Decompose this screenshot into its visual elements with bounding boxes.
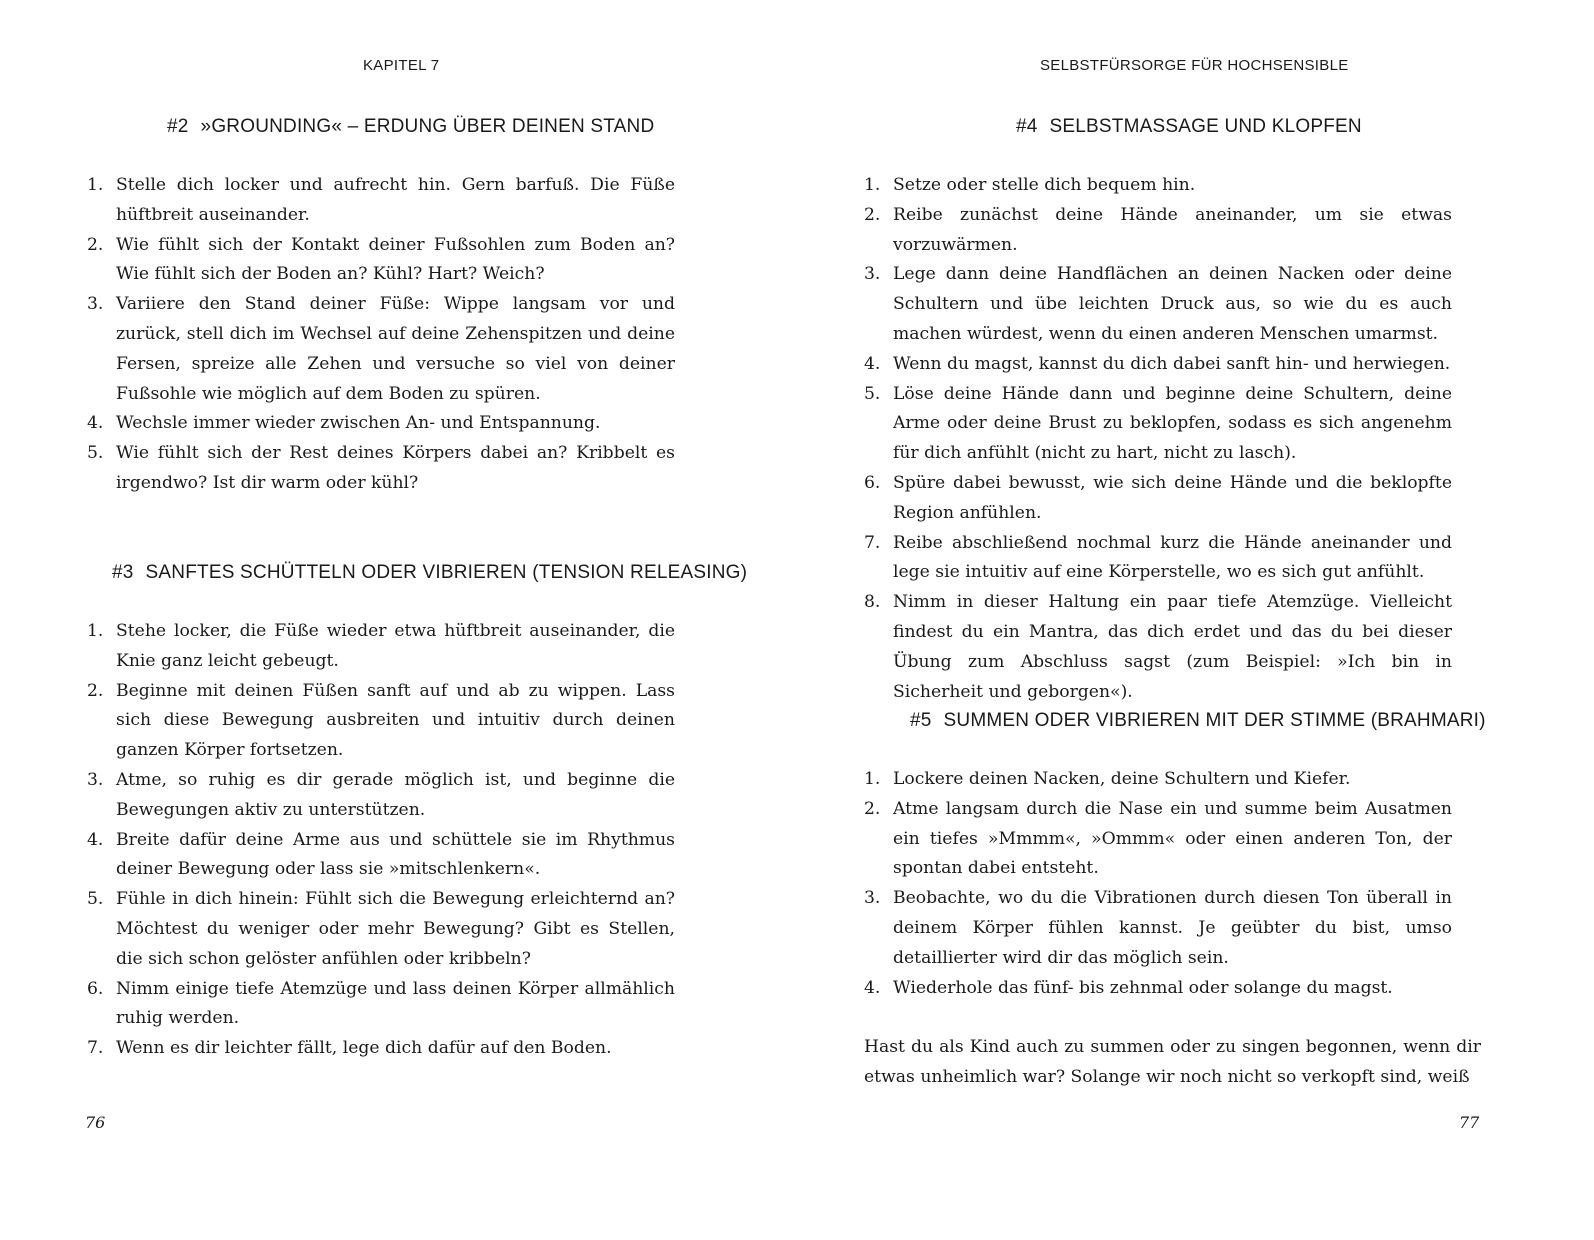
section-heading: SANFTES SCHÜTTELN ODER VIBRIEREN (TENSION RELEASING) <box>145 562 748 583</box>
list-item: 4. Wiederhole das fünf- bis zehnmal oder solange du magst. <box>864 977 1393 998</box>
list-item: 3. Variiere den Stand deiner Füße: Wippe langsam vor und zurück, stell dich im Wechsel auf deine Zehenspitzen und deine Fersen, spreize alle Zehen und versuche so viel von deiner Fußsohle wie möglich auf dem Boden zu spüren. <box>87 294 675 404</box>
step-list <box>864 765 1452 1003</box>
section-number: #3 <box>112 562 134 583</box>
list-item: 2. Beginne mit deinen Füßen sanft auf und ab zu wippen. Lass sich diese Bewegung ausbreiten und intuitiv durch deinen ganzen Körper fortsetzen. <box>87 680 675 761</box>
list-item: 4. Breite dafür deine Arme aus und schüttele sie im Rhythmus deiner Bewegung oder lass sie »mitschlenkern«. <box>87 829 675 880</box>
section-number: #5 <box>910 710 932 731</box>
list-item: 1. Stelle dich locker und aufrecht hin. Gern barfuß. Die Füße hüftbreit auseinander. <box>87 175 675 225</box>
section-heading: »GROUNDING« – ERDUNG ÜBER DEINEN STAND <box>200 116 655 137</box>
running-head: SELBSTFÜRSORGE FÜR HOCHSENSIBLE <box>1040 57 1349 74</box>
list-item: 2. Wie fühlt sich der Kontakt deiner Fußsohlen zum Boden an? Wie fühlt sich der Boden an? Kühl? Hart? Weich? <box>87 234 675 285</box>
list-item: 1. Stehe locker, die Füße wieder etwa hüftbreit auseinander, die Knie ganz leicht gebeugt. <box>87 621 675 671</box>
list-item: 3. Beobachte, wo du die Vibrationen durch diesen Ton überall in deinem Körper fühlen kannst. Je geübter du bist, umso detaillierter wird dir das möglich sein. <box>864 888 1452 968</box>
section-title <box>1016 116 1362 138</box>
list-item: 2. Reibe zunächst deine Hände aneinander, um sie etwas vorzuwärmen. <box>864 204 1452 255</box>
section-heading: SUMMEN ODER VIBRIEREN MIT DER STIMME (BRAHMARI) <box>943 710 1486 731</box>
body-paragraph: Hast du als Kind auch zu summen oder zu singen begonnen, wenn dir etwas unheimlich war? Solange wir noch nicht so verkopft sind, weiß <box>864 1037 1481 1087</box>
list-item: 6. Nimm einige tiefe Atemzüge und lass deinen Körper allmählich ruhig werden. <box>87 978 675 1029</box>
step-list <box>87 171 675 499</box>
list-item: 8. Nimm in dieser Haltung ein paar tiefe Atemzüge. Vielleicht findest du ein Mantra, das dich erdet und das du bei dieser Übung zum Abschluss sagst (zum Beispiel: »Ich bin in Sicherheit und geborgen«). <box>864 592 1452 702</box>
list-item: 1. Lockere deinen Nacken, deine Schultern und Kiefer. <box>864 769 1351 789</box>
list-item: 5. Wie fühlt sich der Rest deines Körpers dabei an? Kribbelt es irgendwo? Ist dir warm oder kühl? <box>87 443 675 493</box>
list-item: 5. Löse deine Hände dann und beginne deine Schultern, deine Arme oder deine Brust zu beklopfen, sodass es sich angenehm für dich anfühlt (nicht zu hart, nicht zu lasch). <box>864 383 1452 464</box>
step-list <box>864 171 1452 707</box>
list-item: 3. Lege dann deine Handflächen an deinen Nacken oder deine Schultern und übe leichten Druck aus, so wie du es auch machen würdest, wenn du einen anderen Menschen umarmst. <box>864 264 1452 344</box>
section-number: #2 <box>167 116 189 137</box>
step-list <box>87 617 675 1064</box>
page-number: 76 <box>85 1113 106 1132</box>
section-title <box>112 562 747 584</box>
list-item: 2. Atme langsam durch die Nase ein und summe beim Ausatmen ein tiefes »Mmmm«, »Ommm« oder einen anderen Ton, der spontan dabei entsteht. <box>864 798 1452 879</box>
section-title <box>167 116 654 138</box>
list-item: 7. Wenn es dir leichter fällt, lege dich dafür auf den Boden. <box>87 1038 612 1059</box>
page-number: 77 <box>1459 1113 1480 1132</box>
list-item: 4. Wenn du magst, kannst du dich dabei sanft hin- und herwiegen. <box>864 353 1451 374</box>
list-item: 1. Setze oder stelle dich bequem hin. <box>864 175 1196 195</box>
list-item: 3. Atme, so ruhig es dir gerade möglich ist, und beginne die Bewegungen aktiv zu unterstützen. <box>87 769 675 820</box>
list-item: 4. Wechsle immer wieder zwischen An- und Entspannung. <box>87 413 601 434</box>
section-number: #4 <box>1016 116 1038 137</box>
list-item: 5. Fühle in dich hinein: Fühlt sich die Bewegung erleichternd an? Möchtest du weniger oder mehr Bewegung? Gibt es Stellen, die sich schon gelöster anfühlen oder kribbeln? <box>87 889 675 969</box>
list-item: 7. Reibe abschließend nochmal kurz die Hände aneinander und lege sie intuitiv auf eine Körperstelle, wo es sich gut anfühlt. <box>864 532 1452 583</box>
section-title <box>910 710 1486 732</box>
right-page <box>797 0 1594 1240</box>
section-heading: SELBSTMASSAGE UND KLOPFEN <box>1049 116 1362 137</box>
running-head: KAPITEL 7 <box>363 57 440 74</box>
list-item: 6. Spüre dabei bewusst, wie sich deine Hände und die beklopfte Region anfühlen. <box>864 472 1452 523</box>
